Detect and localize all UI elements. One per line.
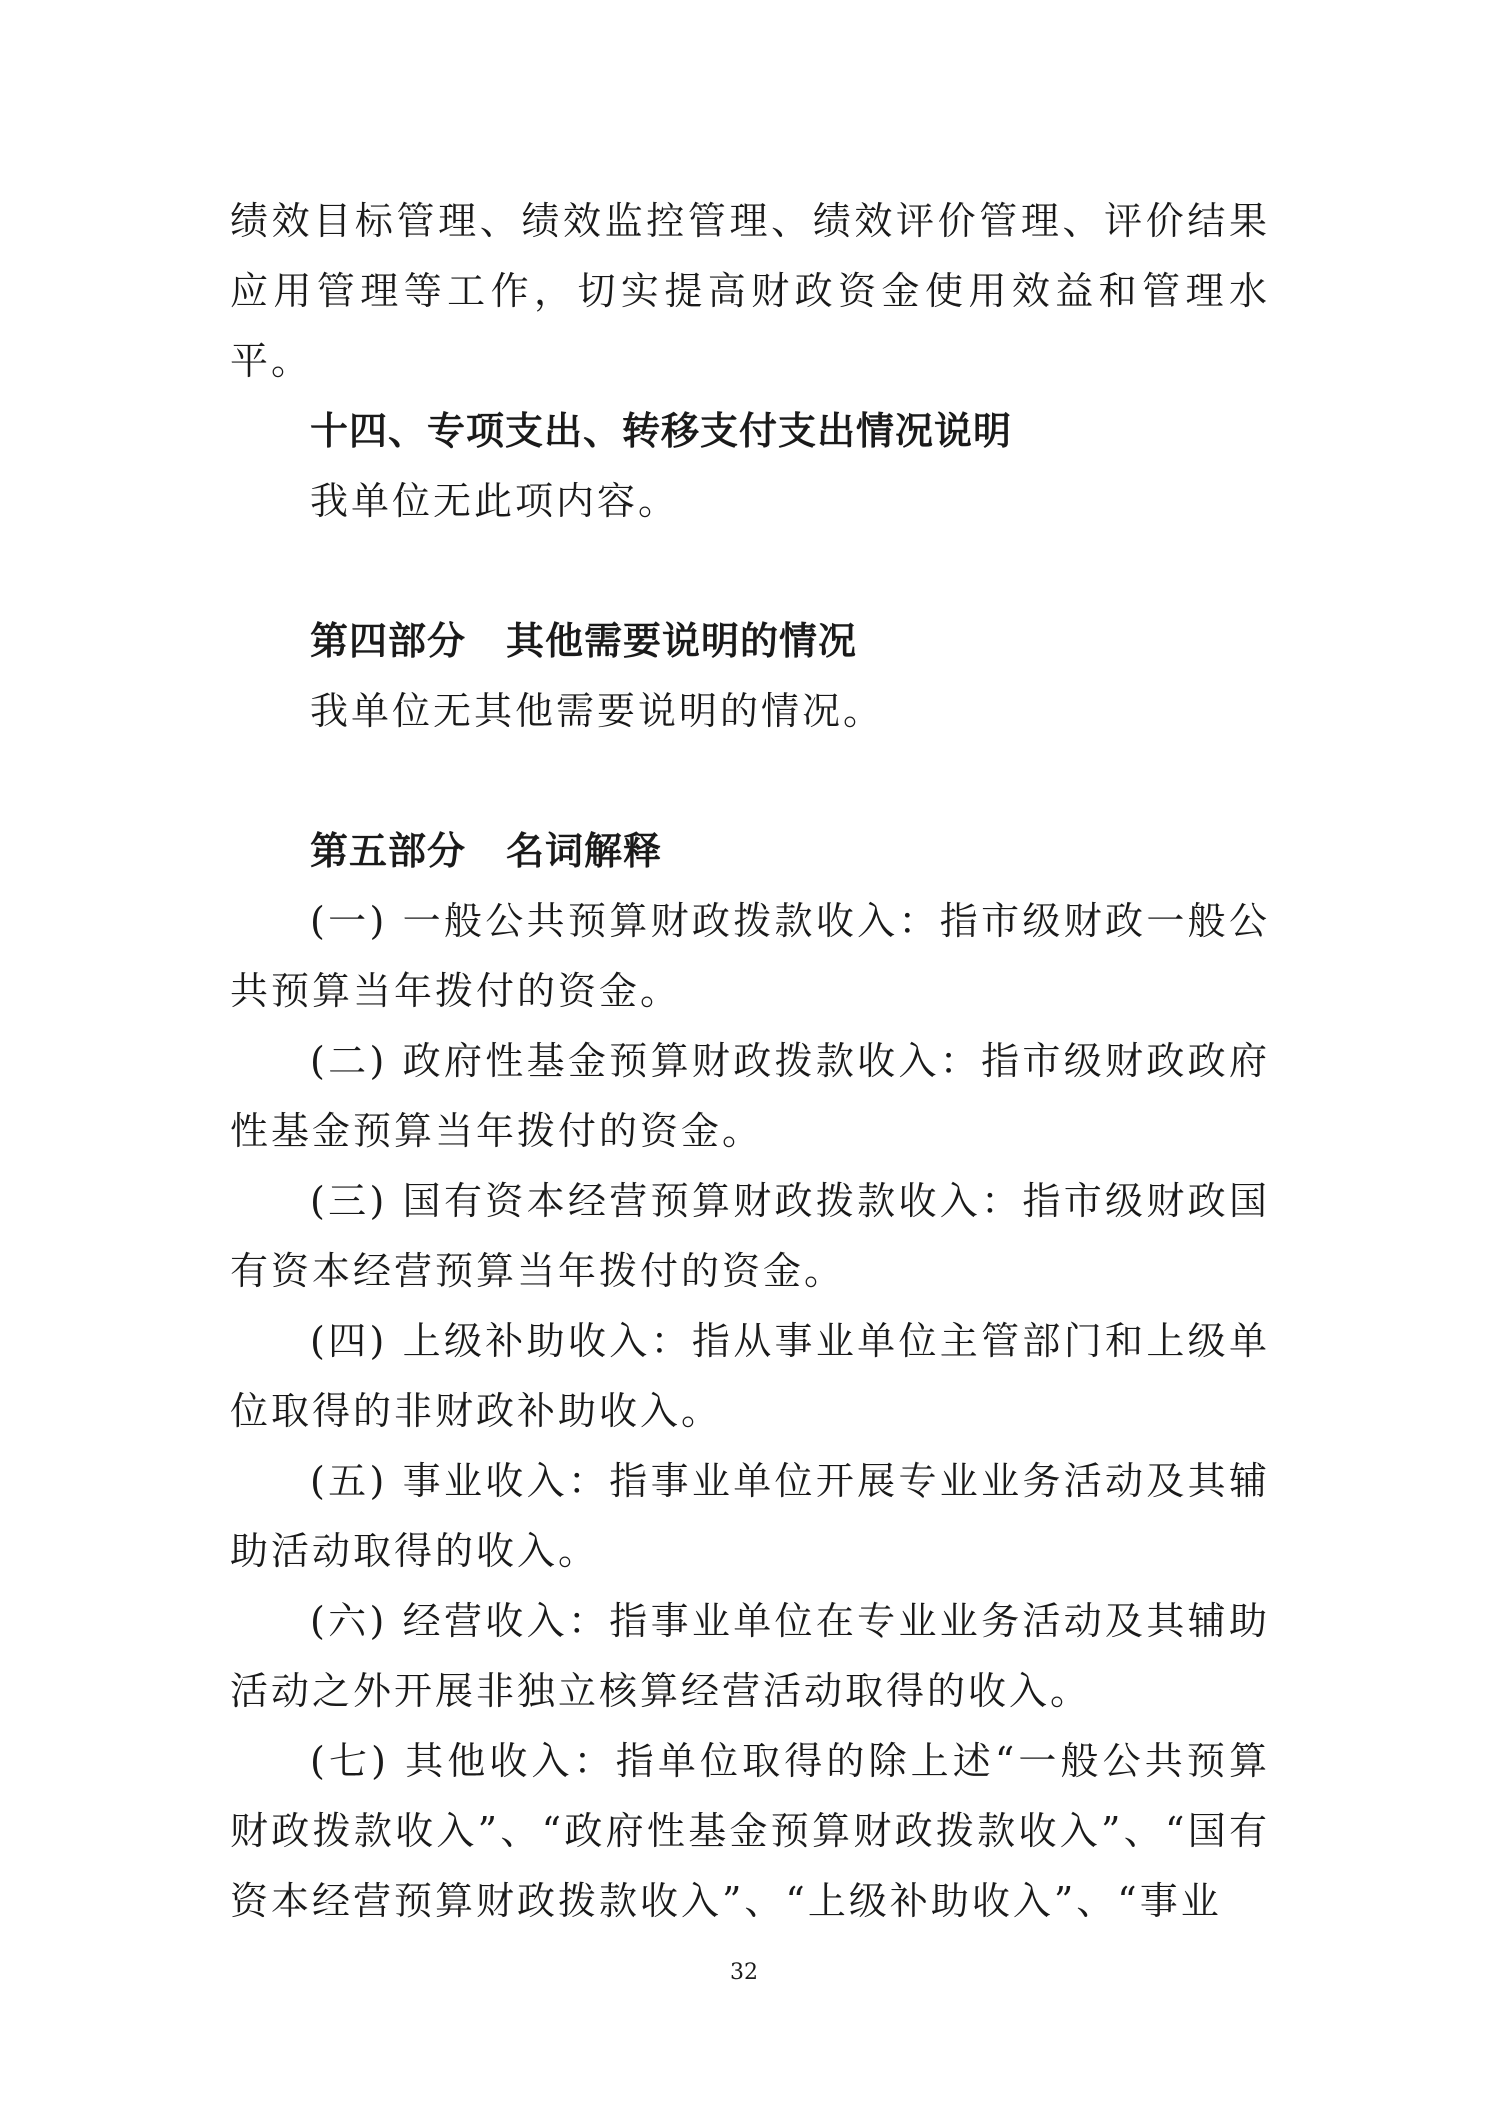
paragraph-part-4: 我单位无其他需要说明的情况。 xyxy=(310,689,885,733)
paragraph-section-14: 我单位无此项内容。 xyxy=(310,479,680,523)
definition-2: (二) 政府性基金预算财政拨款收入：指市级财政政府性基金预算当年拨付的资金。 xyxy=(230,1039,1270,1153)
definition-6: (六) 经营收入：指事业单位在专业业务活动及其辅助活动之外开展非独立核算经营活动取得的收入。 xyxy=(230,1599,1270,1713)
paragraph-continuation: 绩效目标管理、绩效监控管理、绩效评价管理、评价结果应用管理等工作，切实提高财政资金使用效益和管理水平。 xyxy=(230,199,1270,383)
section-heading-14: 十四、专项支出、转移支付支出情况说明 xyxy=(310,409,1013,453)
part-4-number: 第四部分 xyxy=(310,619,467,663)
page-number: 32 xyxy=(730,1960,758,1985)
part-5-number: 第五部分 xyxy=(310,829,467,873)
spacer xyxy=(230,536,1270,606)
definition-7: (七) 其他收入：指单位取得的除上述“一般公共预算财政拨款收入”、“政府性基金预算财政拨款收入”、“国有资本经营预算财政拨款收入”、“上级补助收入”、“事业 xyxy=(230,1739,1270,1923)
definition-3: (三) 国有资本经营预算财政拨款收入：指市级财政国有资本经营预算当年拨付的资金。 xyxy=(230,1179,1270,1293)
part-4-title: 其他需要说明的情况 xyxy=(506,619,858,663)
page-content xyxy=(230,186,1270,1936)
part-5-title: 名词解释 xyxy=(506,829,663,873)
part-4-heading xyxy=(230,606,1270,676)
part-5-heading xyxy=(230,816,1270,886)
definition-1: (一) 一般公共预算财政拨款收入：指市级财政一般公共预算当年拨付的资金。 xyxy=(230,899,1270,1013)
spacer xyxy=(230,746,1270,816)
definition-5: (五) 事业收入：指事业单位开展专业业务活动及其辅助活动取得的收入。 xyxy=(230,1459,1270,1573)
definition-4: (四) 上级补助收入：指从事业单位主管部门和上级单位取得的非财政补助收入。 xyxy=(230,1319,1270,1433)
